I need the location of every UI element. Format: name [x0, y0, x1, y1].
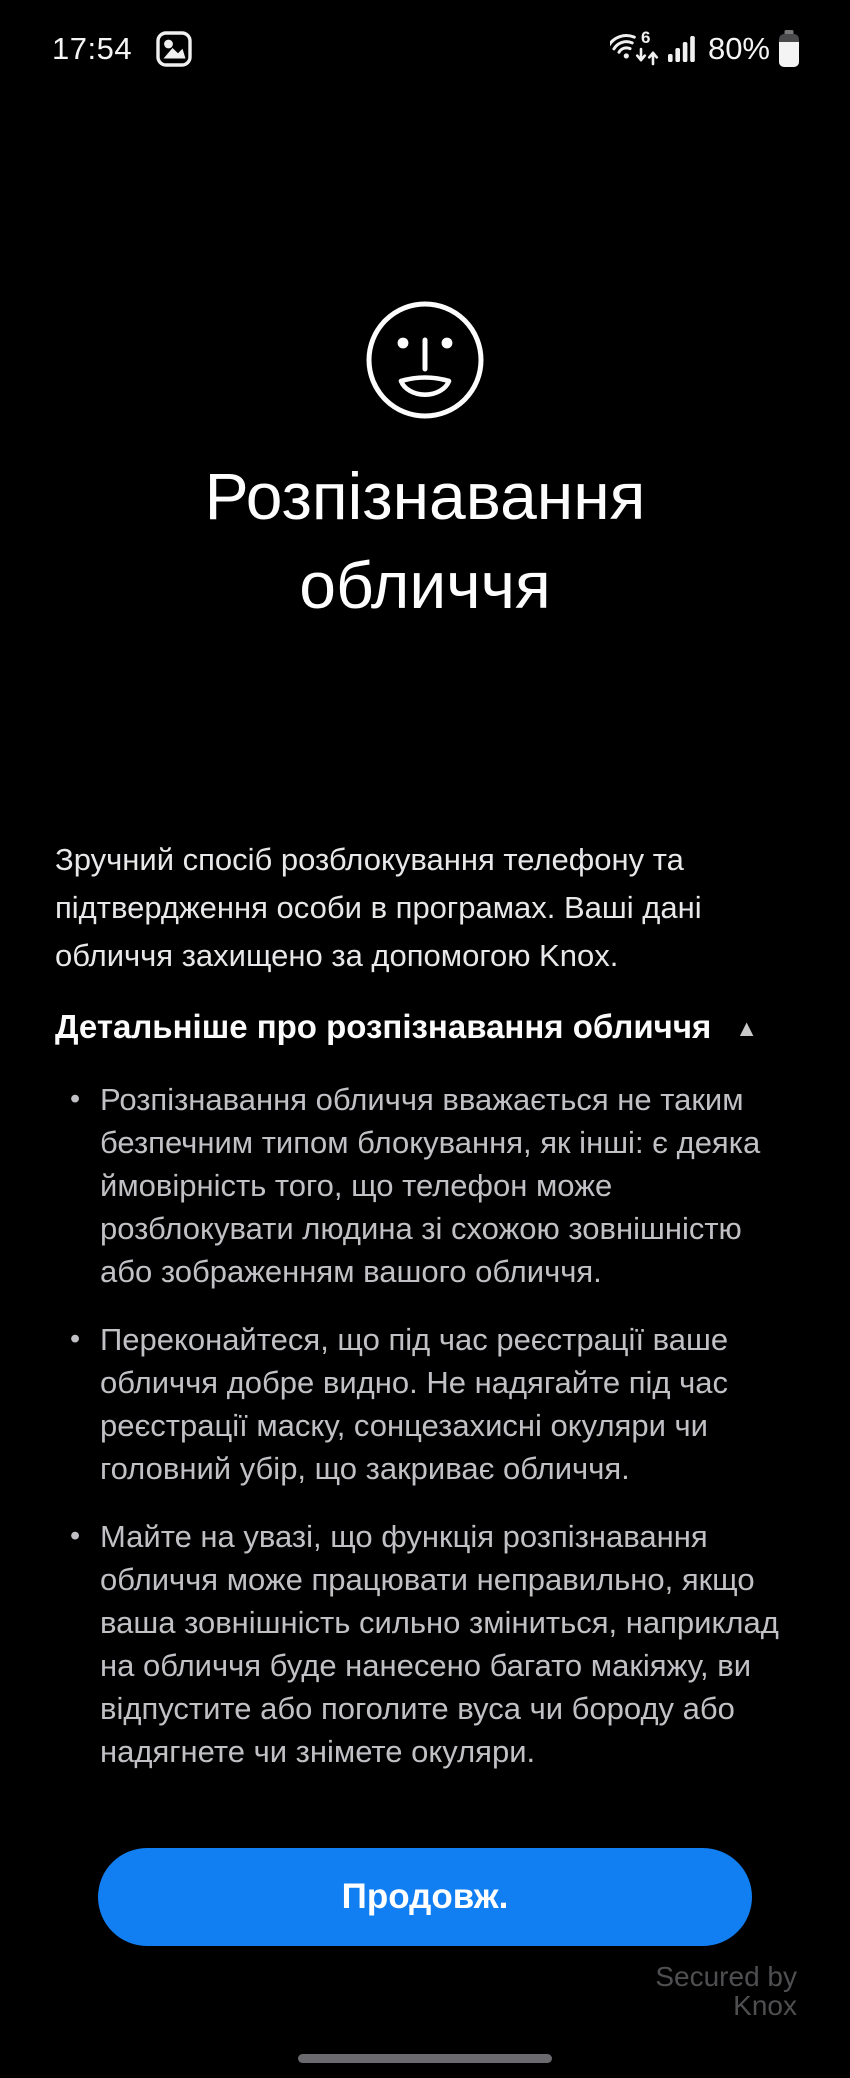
- secured-by-knox-label: [655, 1962, 797, 2020]
- status-bar: [0, 0, 850, 84]
- continue-button[interactable]: Продовж.: [98, 1848, 752, 1946]
- bullet-marker: •: [70, 1520, 81, 1552]
- list-item: [70, 1078, 795, 1293]
- face-icon-wrap: [0, 298, 850, 422]
- wifi-download-arrow-icon: [637, 49, 645, 60]
- page-title: Розпізнавання обличчя: [204, 459, 646, 622]
- gesture-nav-handle[interactable]: [298, 2054, 552, 2063]
- battery-percent-label: 80%: [707, 31, 770, 66]
- details-bullet-list: [70, 1078, 795, 1773]
- wifi-6-icon: [610, 27, 660, 71]
- wifi-standard-label: 6: [640, 28, 651, 47]
- bullet-text: Розпізнавання обличчя вважається не таким безпечним типом блокування, як інші: є деяка ймовірність того, що телефон може розблокувати людина зі схожою зовнішністю або зображенням вашого обличчя.: [100, 1082, 761, 1289]
- list-item: [70, 1318, 795, 1490]
- wifi-upload-arrow-icon: [649, 53, 657, 64]
- status-bar-left: [52, 29, 194, 69]
- bullet-marker: •: [70, 1323, 81, 1355]
- signal-strength-icon: [668, 33, 698, 65]
- bullet-text: Майте на увазі, що функція розпізнавання обличчя може працювати неправильно, якщо ваша зовнішність сильно зміниться, наприклад на обличчя буде нанесено багато макіяжу, ви відпустите або поголите вуса чи бороду або надягнете чи знімете окуляри.: [100, 1519, 779, 1769]
- bullet-text: Переконайтеся, що під час реєстрації ваше обличчя добре видно. Не надягайте під час реєстрації маску, сонцезахисні окуляри чи головний убір, що закриває обличчя.: [100, 1322, 729, 1486]
- knox-line-1: Secured by: [655, 1961, 797, 1992]
- knox-line-2: Knox: [733, 1990, 797, 2021]
- gallery-notification-icon: [154, 29, 194, 69]
- details-toggle-label: Детальніше про розпізнавання обличчя: [55, 1008, 712, 1045]
- clock: 17:54: [52, 31, 133, 66]
- bullet-marker: •: [70, 1083, 81, 1115]
- chevron-up-icon: ▲: [735, 1014, 759, 1041]
- status-bar-right: [610, 27, 800, 71]
- details-toggle[interactable]: [55, 1008, 800, 1046]
- description-text: Зручний спосіб розблокування телефону та підтвердження особи в програмах. Ваші дані обличчя захищено за допомогою Knox.: [55, 842, 702, 973]
- face-recognition-icon: [363, 298, 487, 422]
- battery-icon: [778, 30, 800, 68]
- list-item: [70, 1515, 795, 1773]
